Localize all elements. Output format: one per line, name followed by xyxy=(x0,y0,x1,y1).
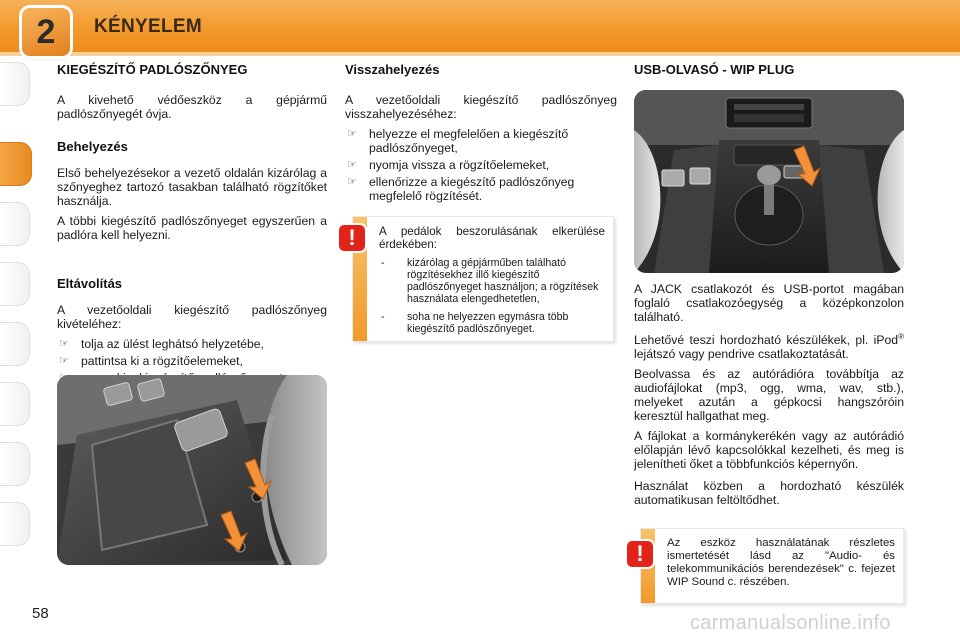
refit-intro: A vezetőoldali kiegészítő padlószőnyeg visszahelyezéséhez: xyxy=(345,93,617,121)
warning-icon: ! xyxy=(339,225,365,251)
warning-list xyxy=(379,257,605,335)
usb-text-4: A fájlokat a kormánykerékén vagy az autórádió előlapján lévő kapcsolókkal kezelheti, és meg is jelenítheti őket a többfunkciós képernyőn. xyxy=(634,429,904,472)
chapter-number-badge: 2 xyxy=(22,8,70,56)
usb-text-3: Beolvassa és az autórádióra továbbítja az audiofájlokat (mp3, ogg, wma, wav, stb.), melyeket azután a gépkocsi hangszóróin keresztül hallgathat meg. xyxy=(634,367,904,424)
usb-text-1: A JACK csatlakozót és USB-portot magában foglaló csatlakozóegység a középkonzolon található. xyxy=(634,282,904,324)
chapter-tab-3[interactable] xyxy=(0,202,30,246)
pointing-hand-icon: ☞ xyxy=(347,176,357,188)
chapter-tab-rail xyxy=(0,62,32,580)
center-console-photo xyxy=(634,90,904,273)
pointing-hand-icon: ☞ xyxy=(347,159,357,171)
usb-text-2: Lehetővé teszi hordozható készülékek, pl. iPod® lejátszó vagy pendrive csatlakoztatását. xyxy=(634,332,904,362)
chapter-tab-5[interactable] xyxy=(0,322,30,366)
heading-removal: Eltávolítás xyxy=(57,276,123,291)
chapter-tab-7[interactable] xyxy=(0,442,30,486)
pedal-warning-box xyxy=(348,216,614,342)
chapter-tab-8[interactable] xyxy=(0,502,30,546)
usb-info-box xyxy=(636,528,904,604)
usb-text-block xyxy=(634,282,904,513)
header-divider xyxy=(0,52,960,56)
warning-text: A pedálok beszorulásának elkerülése érdekében: xyxy=(379,225,605,251)
floor-mat-intro: A kivehető védőeszköz a gépjármű padlószőnyegét óvja. xyxy=(57,93,327,121)
list-item: - kizárólag a gépjárműben található rögzítésekhez illő kiegészítő padlószőnyeget használjon; a rögzítések használata elengedhetetlen, xyxy=(381,257,599,305)
refit-steps xyxy=(345,127,617,203)
section-title-refit: Visszahelyezés xyxy=(345,62,440,77)
removal-intro: A vezetőoldali kiegészítő padlószőnyeg kivételéhez: xyxy=(57,303,327,331)
chapter-tab-2-active[interactable] xyxy=(0,142,32,186)
list-item: - soha ne helyezzen egymásra több kiegészítő padlószőnyeget. xyxy=(381,311,569,335)
usb-info-text: Az eszköz használatának részletes ismertetését lásd az "Audio- és telekommunikációs berendezések" c. fejezet WIP Sound c. részében. xyxy=(667,537,895,588)
warning-icon: ! xyxy=(627,541,653,567)
installation-text-1: Első behelyezésekor a vezető oldalán kizárólag a szőnyeghez tartozó tasakban található rögzítőket használja. xyxy=(57,166,327,208)
heading-installation: Behelyezés xyxy=(57,139,128,154)
chapter-title: KÉNYELEM xyxy=(94,16,202,37)
pointing-hand-icon: ☞ xyxy=(59,338,69,350)
list-item: ☞ tolja az ülést leghátsó helyzetébe, xyxy=(59,337,264,351)
chapter-tab-4[interactable] xyxy=(0,262,30,306)
column-floor-mat xyxy=(57,60,327,391)
chapter-tab-1[interactable] xyxy=(0,62,30,106)
list-item: ☞ pattintsa ki a rögzítőelemeket, xyxy=(59,354,243,368)
pointing-hand-icon: ☞ xyxy=(59,355,69,367)
list-item: ☞ helyezze el megfelelően a kiegészítő padlószőnyeget, xyxy=(347,127,569,155)
installation-text-2: A többi kiegészítő padlószőnyeget egyszerűen a padlóra kell helyezni. xyxy=(57,214,327,242)
column-usb xyxy=(634,60,904,93)
pointing-hand-icon: ☞ xyxy=(347,128,357,140)
list-item: ☞ nyomja vissza a rögzítőelemeket, xyxy=(347,158,550,172)
floor-mat-photo xyxy=(57,375,327,565)
chapter-tab-6[interactable] xyxy=(0,382,30,426)
page-number: 58 xyxy=(32,605,49,622)
section-title-usb: USB-OLVASÓ - WIP PLUG xyxy=(634,62,795,77)
list-item: ☞ ellenőrizze a kiegészítő padlószőnyeg megfelelő rögzítését. xyxy=(347,175,575,203)
usb-text-5: Használat közben a hordozható készülék automatikusan feltöltődhet. xyxy=(634,479,904,508)
watermark: carmanualsonline.info xyxy=(690,612,891,634)
column-refit xyxy=(345,60,617,209)
section-title-floor-mat: KIEGÉSZÍTŐ PADLÓSZŐNYEG xyxy=(57,62,248,77)
